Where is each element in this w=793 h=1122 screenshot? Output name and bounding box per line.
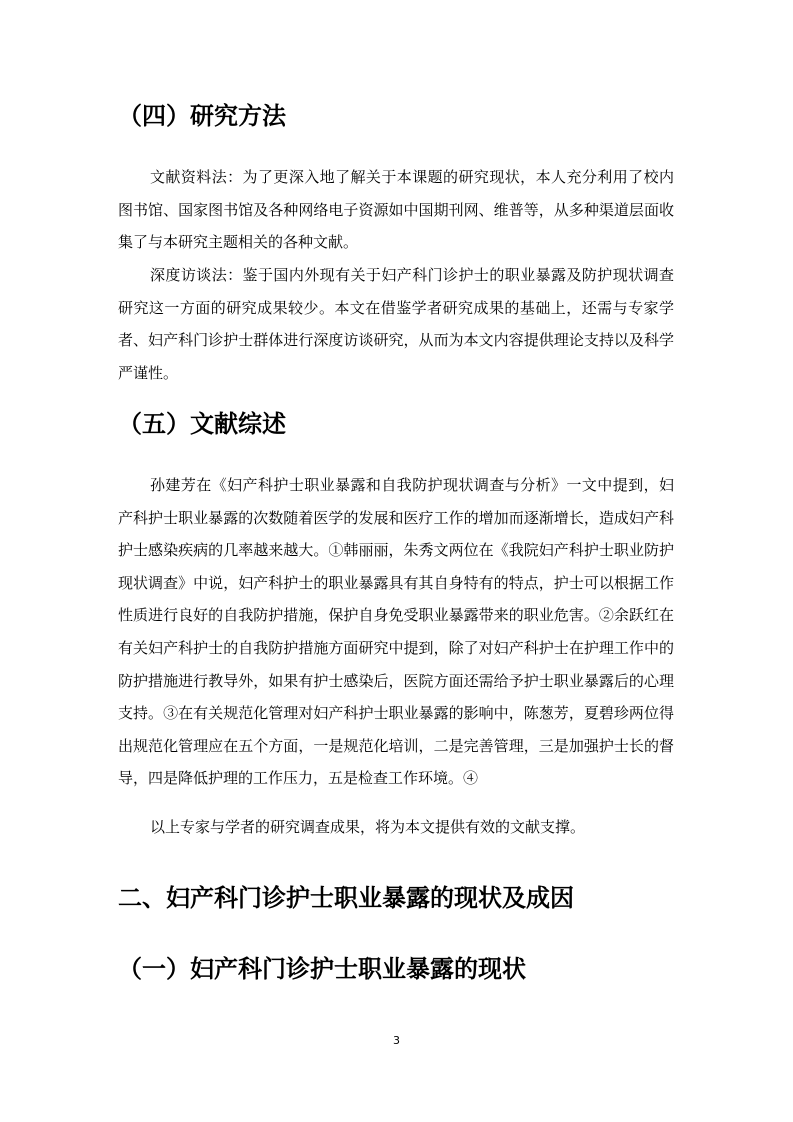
- paragraph-literature-review: 孙建芳在《妇产科护士职业暴露和自我防护现状调查与分析》一文中提到，妇产科护士职业暴露的次数随着医学的发展和医疗工作的增加而逐渐增长，造成妇产科护士感染疾病的几率越来越大。①韩丽丽，朱秀文两位在《我院妇产科护士职业防护现状调查》中说，妇产科护士的职业暴露具有其自身特有的特点，护士可以根据工作性质进行良好的自我防护措施，保护自身免受职业暴露带来的职业危害。②余跃红在有关妇产科护士的自我防护措施方面研究中提到，除了对妇产科护士在护理工作中的防护措施进行教导外，如果有护士感染后，医院方面还需给予护士职业暴露后的心理支持。③在有关规范化管理对妇产科护士职业暴露的影响中，陈葱芳，夏碧珍两位得出规范化管理应在五个方面，一是规范化培训，二是完善管理，三是加强护士长的督导，四是降低护理的工作压力，五是检查工作环境。④: [118, 476, 674, 788]
- chapter-heading: 二、妇产科门诊护士职业暴露的现状及成因: [118, 884, 574, 912]
- section-heading-status: （一）妇产科门诊护士职业暴露的现状: [118, 955, 526, 983]
- section-heading-research-methods: （四）研究方法: [118, 102, 286, 130]
- paragraph-review-summary: 以上专家与学者的研究调查成果，将为本文提供有效的文献支撑。: [150, 818, 586, 836]
- page-number: 3: [393, 1034, 400, 1047]
- paragraph-interview-method: 深度访谈法：鉴于国内外现有关于妇产科门诊护士的职业暴露及防护现状调查研究这一方面的研究成果较少。本文在借鉴学者研究成果的基础上，还需与专家学者、妇产科门诊护士群体进行深度访谈研究，从而为本文内容提供理论支持以及科学严谨性。: [118, 266, 674, 382]
- section-heading-literature-review: （五）文献综述: [118, 410, 286, 438]
- paragraph-literature-method: 文献资料法：为了更深入地了解关于本课题的研究现状，本人充分利用了校内图书馆、国家图书馆及各种网络电子资源如中国期刊网、维普等，从多种渠道层面收集了与本研究主题相关的各种文献。: [118, 168, 674, 252]
